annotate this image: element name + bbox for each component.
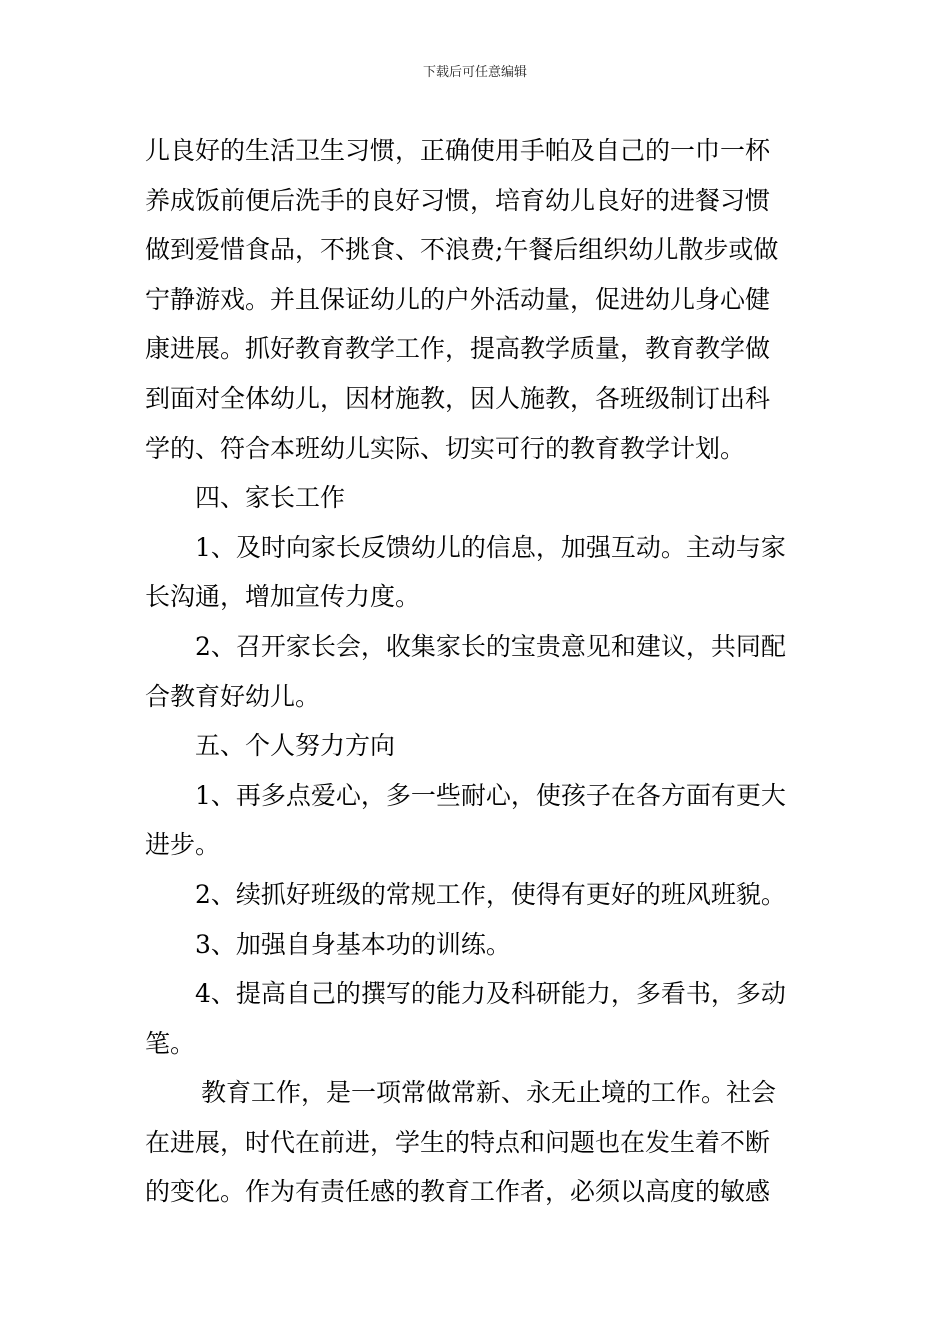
text-line: 长沟通，增加宣传力度。 (145, 582, 421, 612)
text-line: 1、及时向家长反馈幼儿的信息，加强互动。主动与家 (195, 532, 786, 562)
text-line: 1、再多点爱心，多一些耐心，使孩子在各方面有更大 (195, 780, 786, 810)
section-heading: 五、个人努力方向 (195, 731, 396, 761)
text-line: 进步。 (145, 830, 221, 860)
text-line: 到面对全体幼儿，因材施教，因人施教，各班级制订出科 (145, 383, 771, 413)
text-line: 做到爱惜食品，不挑食、不浪费;午餐后组织幼儿散步或做 (145, 235, 779, 265)
page-header: 下载后可任意编辑 (422, 65, 527, 80)
text-line: 4、提高自己的撰写的能力及科研能力，多看书，多动 (195, 979, 786, 1009)
text-line: 康进展。抓好教育教学工作，提高教学质量，教育教学做 (145, 334, 771, 364)
text-line: 笔。 (145, 1028, 196, 1058)
text-line: 儿良好的生活卫生习惯，正确使用手帕及自己的一巾一杯 (145, 136, 771, 165)
text-line: 3、加强自身基本功的训练。 (195, 929, 511, 959)
document-body (145, 126, 810, 1217)
text-line: 合教育好幼儿。 (145, 681, 321, 711)
section-heading: 四、家长工作 (195, 483, 346, 513)
text-line: 的变化。作为有责任感的教育工作者，必须以高度的敏感 (145, 1177, 771, 1207)
text-line: 宁静游戏。并且保证幼儿的户外活动量，促进幼儿身心健 (145, 284, 771, 314)
text-line: 教育工作，是一项常做常新、永无止境的工作。社会 (201, 1078, 777, 1108)
text-line: 养成饭前便后洗手的良好习惯，培育幼儿良好的进餐习惯 (145, 185, 771, 215)
text-line: 2、续抓好班级的常规工作，使得有更好的班风班貌。 (195, 879, 786, 909)
text-line: 学的、符合本班幼儿实际、切实可行的教育教学计划。 (145, 433, 746, 463)
text-line: 2、召开家长会，收集家长的宝贵意见和建议，共同配 (195, 631, 786, 661)
text-line: 在进展，时代在前进，学生的特点和问题也在发生着不断 (145, 1127, 771, 1157)
